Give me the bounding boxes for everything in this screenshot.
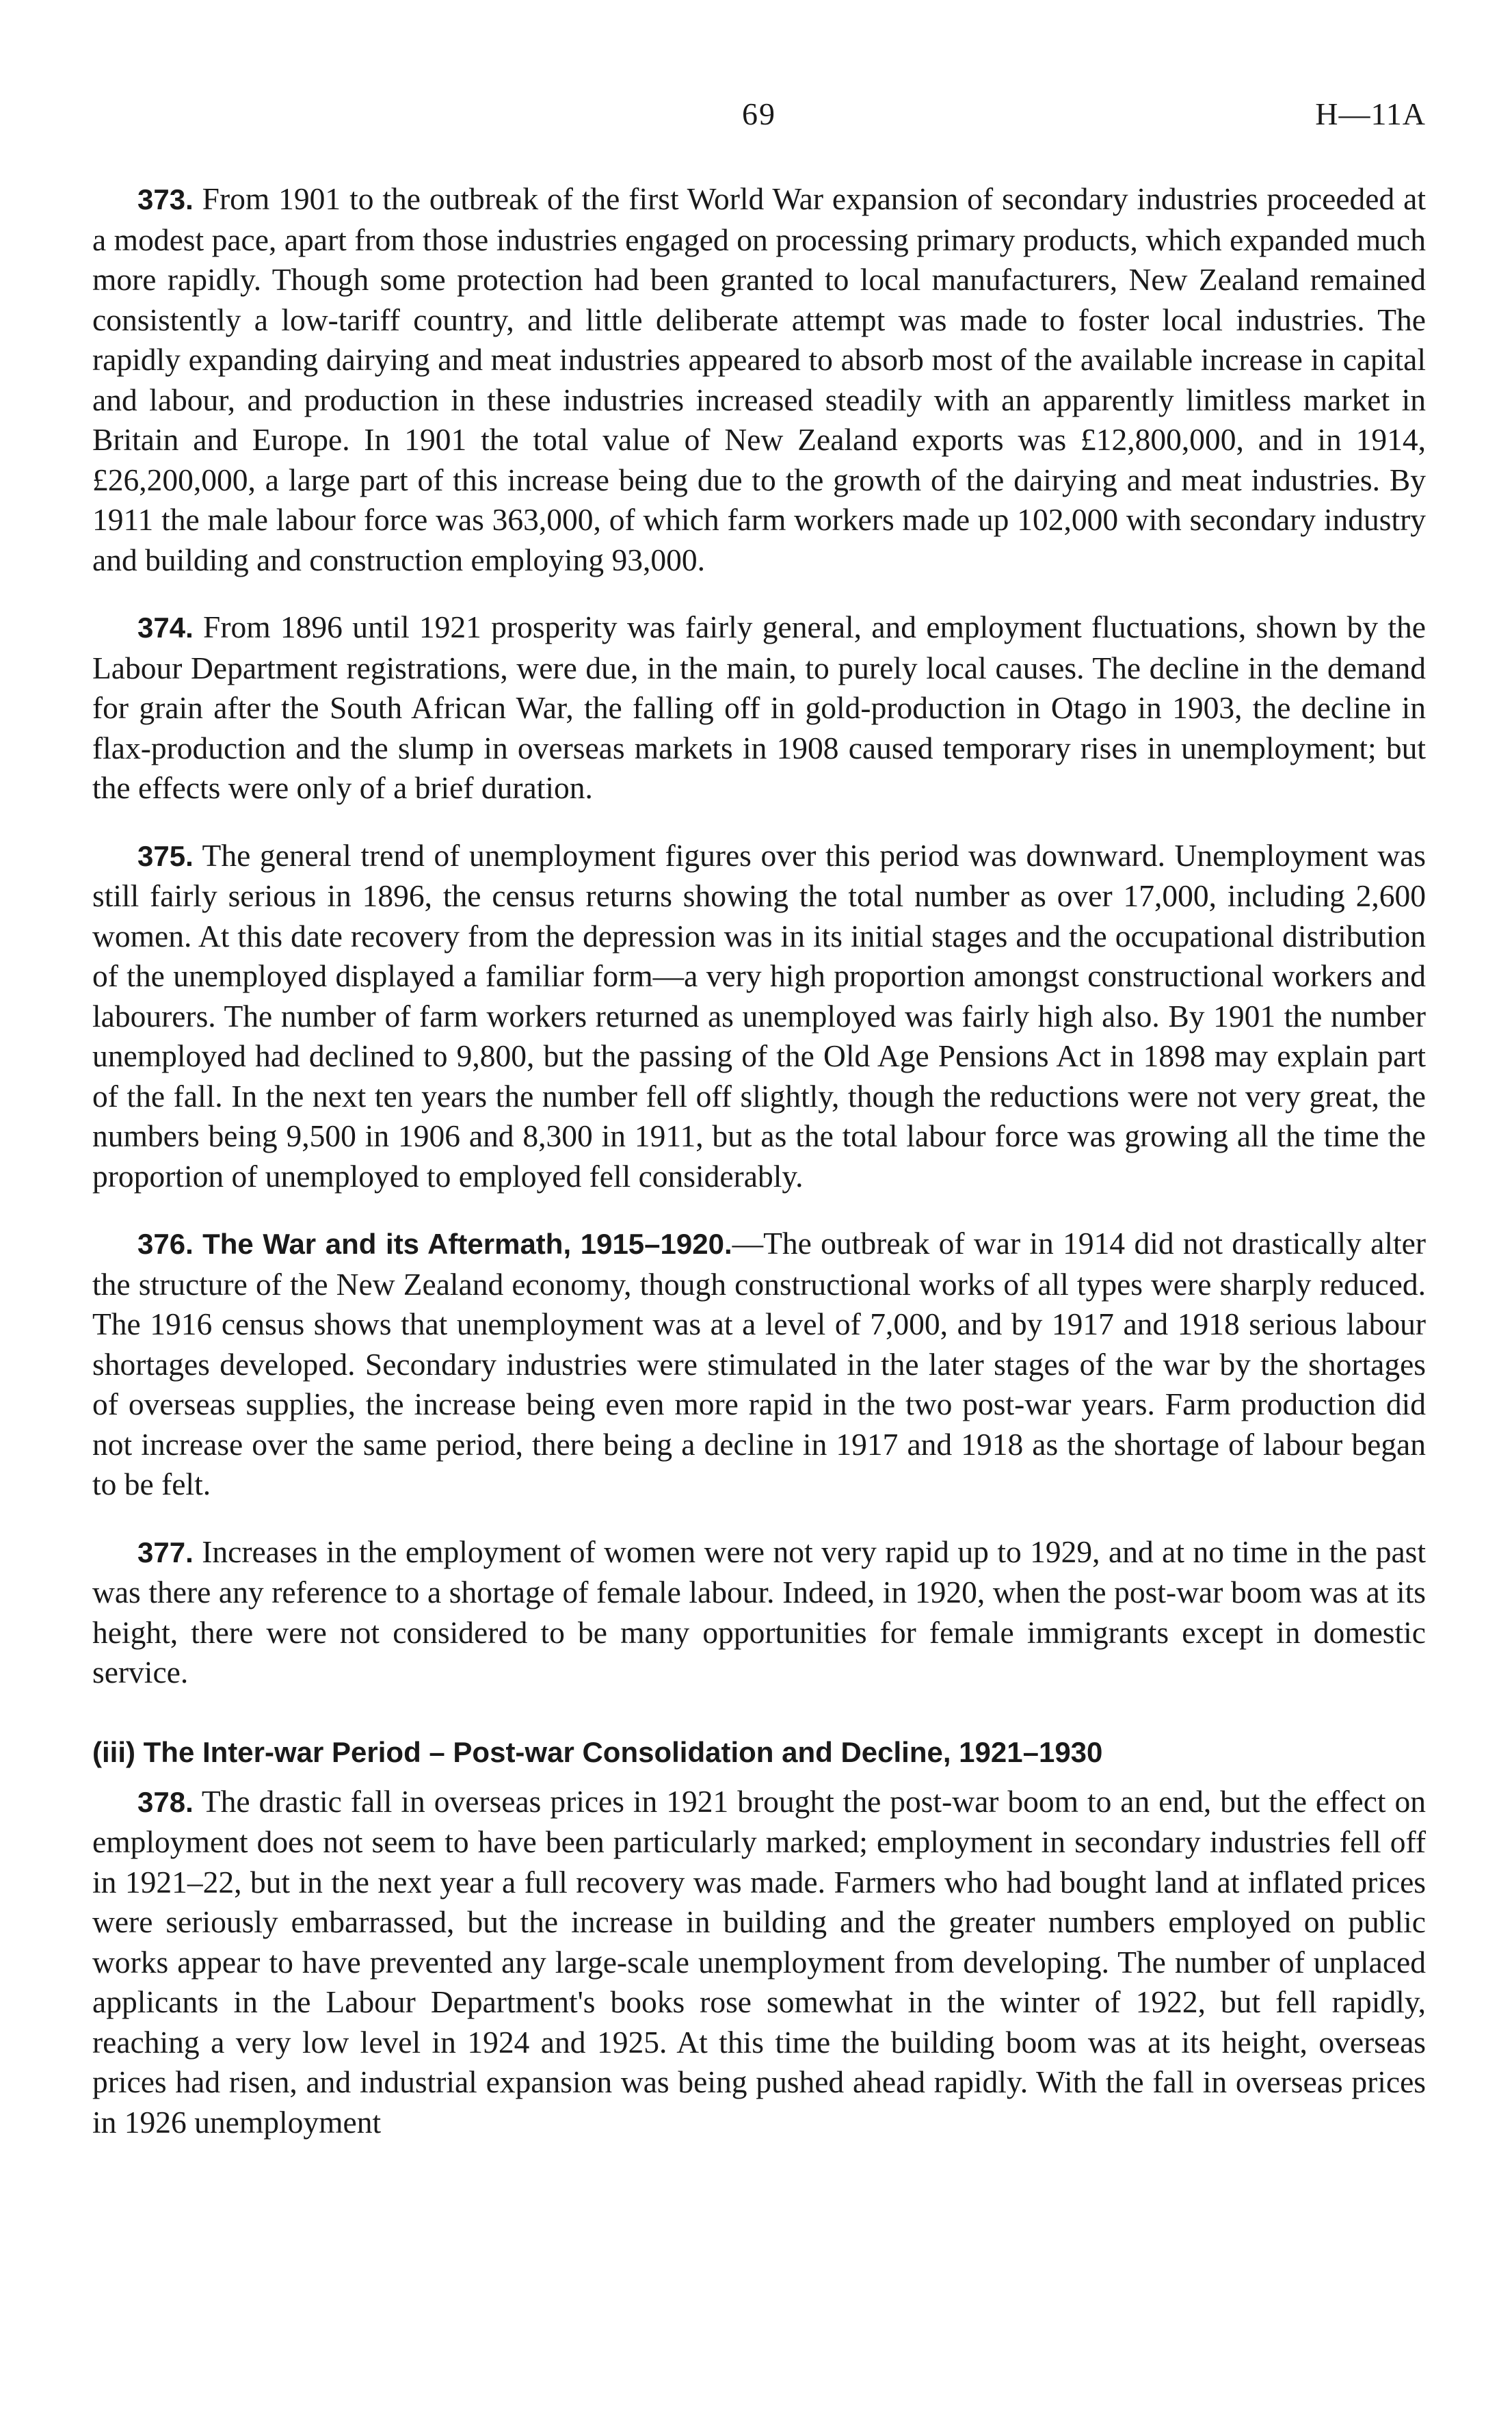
page-header — [92, 96, 1426, 144]
paragraph-number: 374. — [137, 612, 194, 644]
paragraph-number: 376. — [137, 1228, 194, 1260]
paragraph-number: 378. — [137, 1785, 194, 1818]
paragraph-text: —The outbreak of war in 1914 did not drastically alter the structure of the New Zealand economy, though constructional works of all types were sharply reduced. The 1916 census shows that unemployment was at a level of 7,000, and by 1917 and 1918 serious labour shortages developed. Secondary industries were stimulated in the later stages of the war by the shortages of overseas supplies, the increase being even more rapid in the two post-war years. Farm production did not increase over the same period, there being a decline in 1917 and 1918 as the shortage of labour began to be felt. — [92, 1226, 1427, 1501]
paragraph-number: 375. — [137, 839, 194, 872]
paragraph-text: Increases in the employment of women were not very rapid up to 1929, and at no time in the past was there any reference to a shortage of female labour. Indeed, in 1920, when the post-war boom was at its height, there were not considered to be many opportunities for female immigrants except in domestic service. — [92, 1534, 1427, 1690]
paragraph-number: 373. — [137, 183, 194, 215]
paragraph-378 — [92, 1782, 1426, 2143]
paragraph-text: From 1901 to the outbreak of the first World War expansion of secondary industries proceeded at a modest pace, apart from those industries engaged on processing primary products, which expanded much more rapidly. Though some protection had been granted to local manufacturers, New Zealand remained consistently a low-tariff country, and little deliberate attempt was made to foster local industries. The rapidly expanding dairying and meat industries appeared to absorb most of the available increase in capital and labour, and production in these industries increased steadily with an apparently limitless market in Britain and Europe. In 1901 the total value of New Zealand exports was £12,800,000, and in 1914, £26,200,000, a large part of this increase being due to the growth of the dairying and meat industries. By 1911 the male labour force was 363,000, of which farm workers made up 102,000 with secondary industry and building and construction employing 93,000. — [92, 181, 1427, 577]
paragraph-377 — [92, 1532, 1426, 1693]
page-body — [92, 179, 1426, 2170]
section-heading: (iii) The Inter-war Period – Post-war Consolidation and Decline, 1921–1930 — [92, 1735, 1103, 1768]
paragraph-text: The general trend of unemployment figures over this period was downward. Unemployment was still fairly serious in 1896, the census returns showing the total number as over 17,000, including 2,600 women. At this date recovery from the depression was in its initial stages and the occupational distribution of the unemployed displayed a familiar form—a very high proportion amongst constructional workers and labourers. The number of farm workers returned as unemployed was fairly high also. By 1901 the number unemployed had declined to 9,800, but the passing of the Old Age Pensions Act in 1898 may explain part of the fall. In the next ten years the number fell off slightly, though the reductions were not very great, the numbers being 9,500 in 1906 and 8,300 in 1911, but as the total labour force was growing all the time the proportion of unemployed to employed fell considerably. — [92, 837, 1426, 1194]
paragraph-375 — [92, 836, 1426, 1197]
paragraph-text: From 1896 until 1921 prosperity was fairly general, and employment fluctuations, shown by the Labour Department registrations, were due, in the main, to purely local causes. The decline in the demand for grain after the South African War, the falling off in gold-production in Otago in 1903, the decline in flax-production and the slump in overseas markets in 1908 caused temporary rises in unemployment; but the effects were only of a brief duration. — [92, 609, 1426, 805]
paragraph-number: 377. — [137, 1536, 194, 1568]
paragraph-373 — [92, 179, 1426, 580]
page-number: 69 — [742, 96, 776, 131]
paragraph-374 — [92, 607, 1426, 809]
document-code: H—11A — [1315, 96, 1426, 131]
paragraph-text: The drastic fall in overseas prices in 1921 brought the post-war boom to an end, but the effect on employment does not seem to have been particularly marked; employment in secondary industries fell off in 1921–22, but in the next year a full recovery was made. Farmers who had bought land at inflated prices were seriously embarrassed, but the increase in building and the greater numbers employed on public works appear to have prevented any large-scale unemployment from developing. The number of unplaced applicants in the Labour Department's books rose somewhat in the winter of 1922, but fell rapidly, reaching a very low level in 1924 and 1925. At this time the building boom was at its height, overseas prices had risen, and industrial expansion was being pushed ahead rapidly. With the fall in overseas prices in 1926 unemployment — [92, 1783, 1426, 2140]
paragraph-heading: The War and its Aftermath, 1915–1920. — [202, 1228, 732, 1260]
paragraph-376 — [92, 1224, 1426, 1505]
